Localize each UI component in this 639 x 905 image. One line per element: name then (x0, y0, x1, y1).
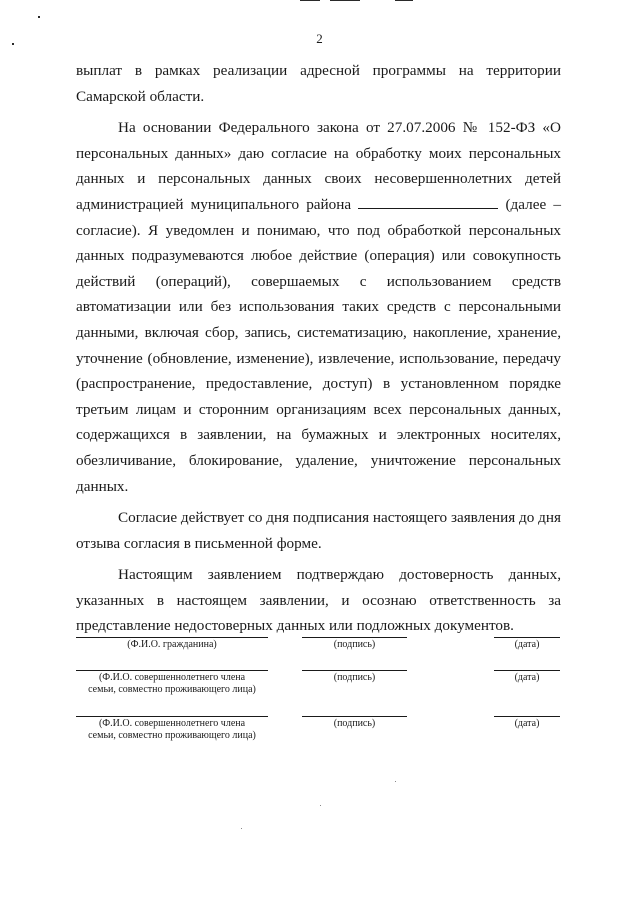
scan-artifact (38, 16, 40, 18)
district-blank-field[interactable] (358, 194, 498, 209)
name-signature-line[interactable] (76, 637, 268, 638)
scan-artifact (300, 0, 320, 1)
date-caption: (дата) (514, 718, 540, 729)
signature-line[interactable] (302, 670, 407, 671)
name-caption: (Ф.И.О. гражданина) (127, 639, 217, 650)
page-number: 2 (316, 31, 323, 46)
scan-artifact (395, 0, 413, 1)
signature-line[interactable] (302, 637, 407, 638)
signature-caption: (подпись) (333, 639, 376, 650)
signature-caption: (подпись) (333, 672, 376, 683)
scan-artifact (330, 0, 360, 1)
date-caption: (дата) (514, 639, 540, 650)
paragraph-consent (76, 115, 561, 499)
consent-text-start: На основании Федерального закона от 27.07.2006 № 152-ФЗ «О персональных данных» даю согласие на обработку моих персональных данных и персональных данных своих несовершеннолетних детей администрацией муниципального района (76, 119, 561, 213)
paragraph-validity: Согласие действует со дня подписания настоящего заявления до дня отзыва согласия в письменной форме. (76, 509, 561, 552)
date-line[interactable] (494, 670, 560, 671)
scan-artifact (241, 828, 242, 829)
scan-artifact (395, 781, 396, 782)
date-caption: (дата) (514, 672, 540, 683)
name-caption: (Ф.И.О. совершеннолетнего члена семьи, совместно проживающего лица) (88, 718, 256, 741)
name-signature-line[interactable] (76, 670, 268, 671)
date-line[interactable] (494, 716, 560, 717)
name-signature-line[interactable] (76, 716, 268, 717)
signature-line[interactable] (302, 716, 407, 717)
document-body (76, 58, 561, 639)
signature-caption: (подпись) (333, 718, 376, 729)
consent-text-end: (далее – согласие). Я уведомлен и понимаю, что под обработкой персональных данных подразумеваются любое действие (операция) или совокупность действий (операций), совершаемых с использованием средств автоматизации или без использования таких средств с персональными данными, включая сбор, запись, систематизацию, накопление, хранение, уточнение (обновление, изменение), извлечение, использование, передачу (распространение, предоставление, доступ) в установленном порядке третьим лицам и сторонним организациям всех персональных данных, содержащихся в заявлении, на бумажных и электронных носителях, обезличивание, блокирование, удаление, уничтожение персональных данных. (76, 195, 561, 495)
name-caption: (Ф.И.О. совершеннолетнего члена семьи, совместно проживающего лица) (88, 672, 256, 695)
paragraph-confirmation: Настоящим заявлением подтверждаю достоверность данных, указанных в настоящем заявлении, и осознаю ответственность за представление недостоверных данных или подложных документов. (76, 566, 561, 635)
date-line[interactable] (494, 637, 560, 638)
paragraph-program: выплат в рамках реализации адресной программы на территории Самарской области. (76, 62, 561, 105)
scan-artifact (320, 805, 321, 806)
